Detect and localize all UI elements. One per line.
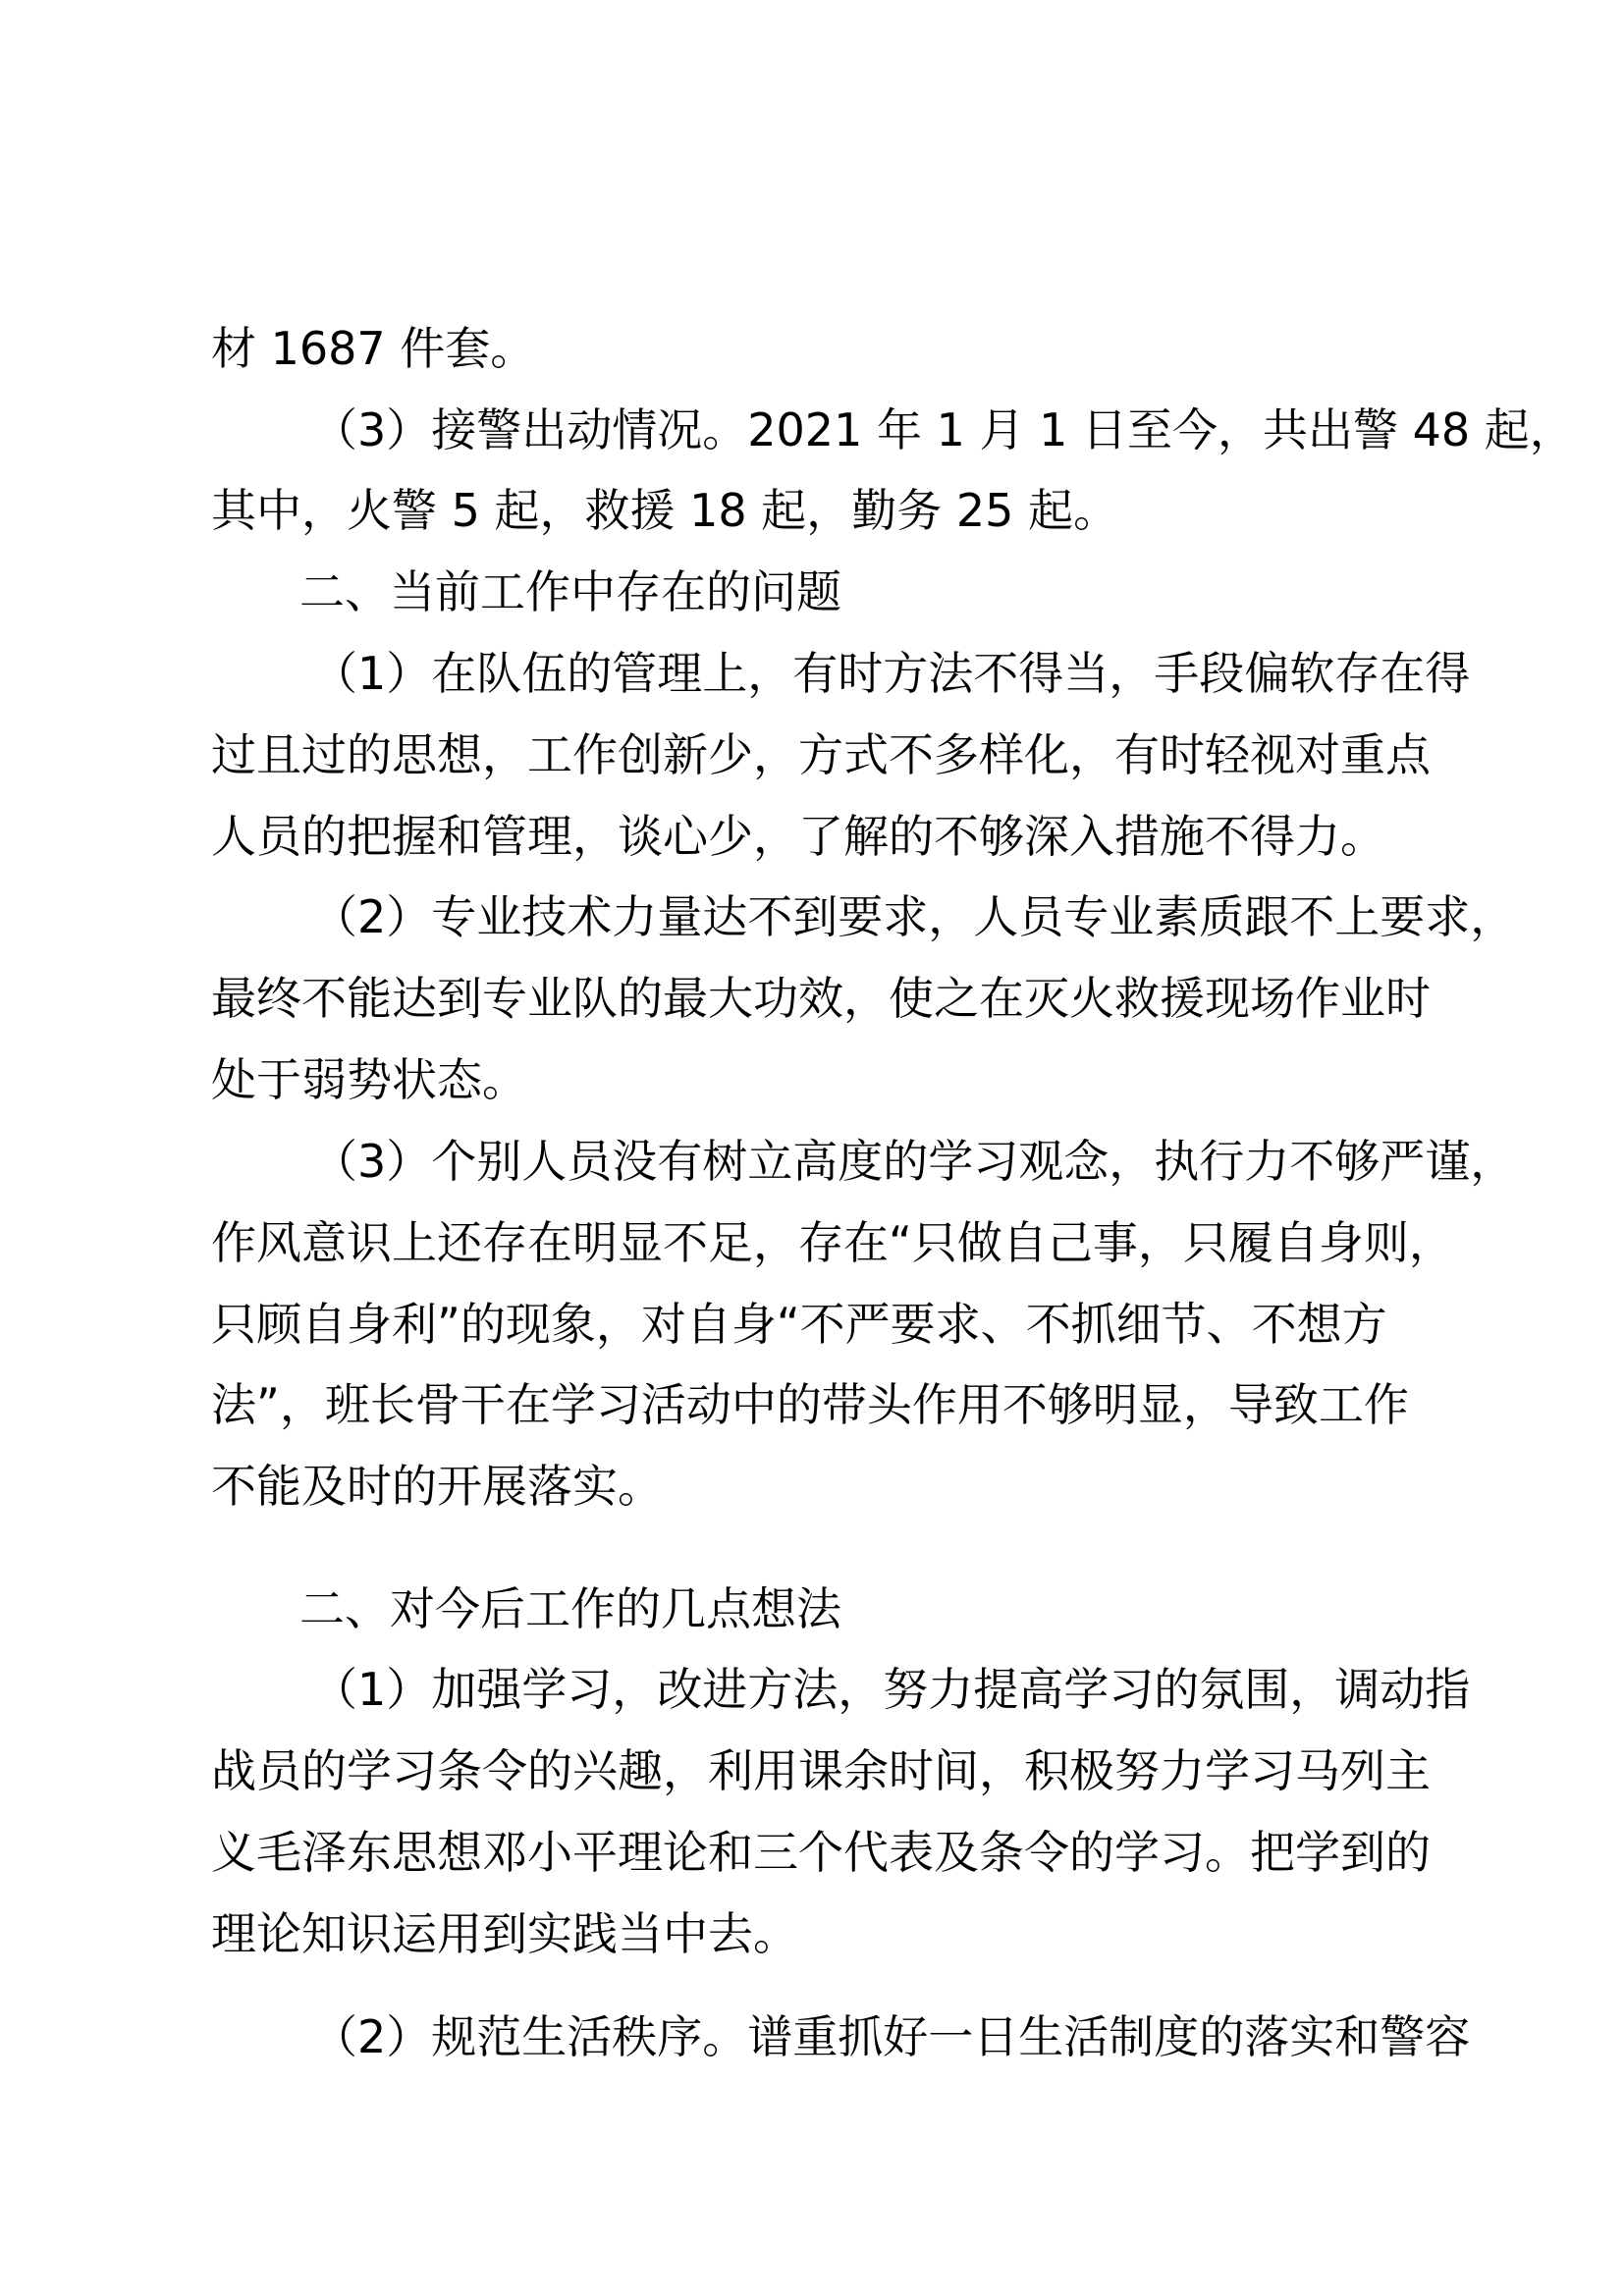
- section-heading: 二、当前工作中存在的问题: [299, 565, 841, 618]
- body-text-line: 义毛泽东思想邓小平理论和三个代表及条令的学习。把学到的: [211, 1826, 1431, 1879]
- body-text-line: 作风意识上还存在明显不足，存在“只做自己事，只履自身则，: [211, 1216, 1454, 1269]
- body-text-line: 战员的学习条令的兴趣，利用课余时间，积极努力学习马列主: [211, 1744, 1431, 1797]
- section-heading: 二、对今后工作的几点想法: [299, 1582, 841, 1635]
- body-text-line: 只顾自身利”的现象，对自身“不严要求、不抓细节、不想方: [211, 1298, 1387, 1351]
- body-text-line: 最终不能达到专业队的最大功效，使之在灭火救援现场作业时: [211, 972, 1431, 1025]
- body-text-line: （2）规范生活秩序。谱重抓好一日生活制度的落实和警容: [312, 2010, 1471, 2063]
- body-text-line: （1）加强学习，改进方法，努力提高学习的氛围，调动指: [312, 1663, 1471, 1716]
- body-text-line: 其中，火警 5 起，救援 18 起，勤务 25 起。: [211, 484, 1119, 537]
- body-text-line: 人员的把握和管理，谈心少，了解的不够深入措施不得力。: [211, 810, 1385, 863]
- body-text-line: （1）在队伍的管理上，有时方法不得当，手段偏软存在得: [312, 647, 1471, 700]
- body-text-line: （3）接警出动情况。2021 年 1 月 1 日至今，共出警 48 起，: [312, 403, 1575, 456]
- body-text-line: 法”，班长骨干在学习活动中的带头作用不够明显，导致工作: [211, 1378, 1409, 1431]
- body-text-line: 材 1687 件套。: [211, 322, 536, 375]
- body-text-line: （3）个别人员没有树立高度的学习观念，执行力不够严谨，: [312, 1135, 1516, 1188]
- body-text-line: 不能及时的开展落实。: [211, 1460, 663, 1513]
- body-text-line: 处于弱势状态。: [211, 1053, 527, 1106]
- body-text-line: （2）专业技术力量达不到要求，人员专业素质跟不上要求，: [312, 890, 1516, 943]
- body-text-line: 过且过的思想，工作创新少，方式不多样化，有时轻视对重点: [211, 728, 1431, 781]
- body-text-line: 理论知识运用到实践当中去。: [211, 1907, 798, 1960]
